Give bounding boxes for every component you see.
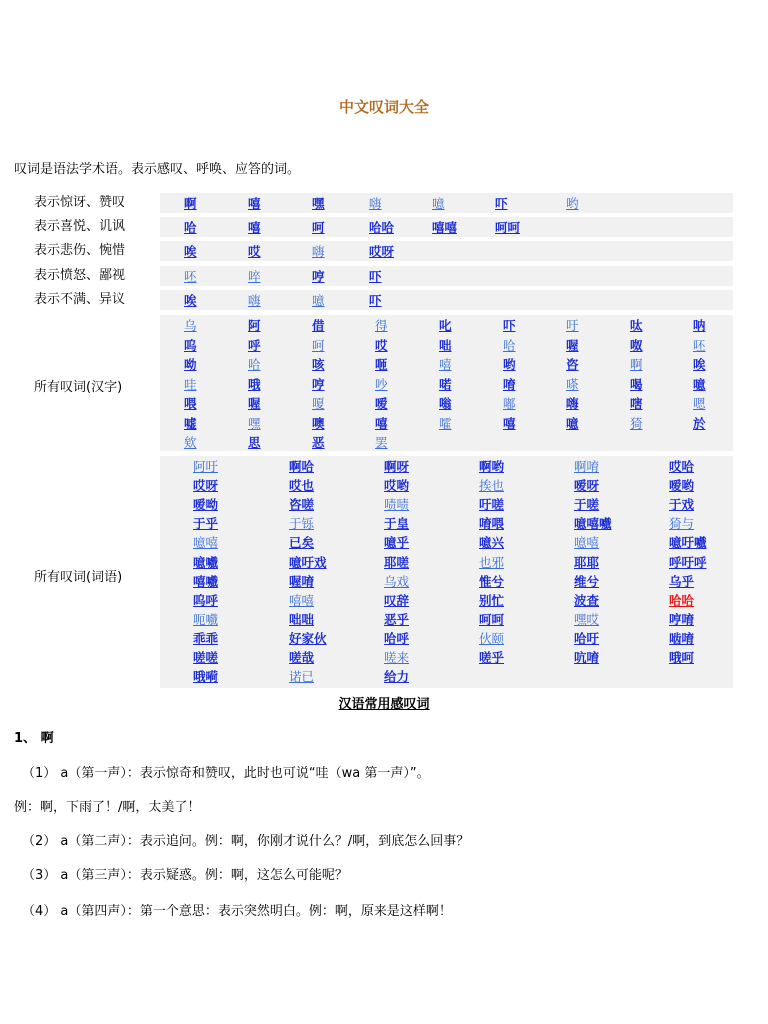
phrase-link[interactable]: 啊唷	[574, 459, 600, 474]
interjection-link[interactable]: 唉	[184, 293, 197, 308]
char-link[interactable]: 哎	[375, 337, 388, 353]
category-label: 表示愤怒、鄙视	[34, 268, 126, 283]
phrase-link[interactable]: 于皇	[384, 516, 410, 532]
char-link[interactable]: 罢	[375, 435, 388, 450]
phrase-link[interactable]: 哎哟	[384, 478, 410, 494]
phrase-link[interactable]: 惟兮	[479, 573, 505, 589]
phrase-link[interactable]: 噫嘻	[193, 535, 219, 551]
phrase-link[interactable]: 耶嗟	[384, 554, 410, 570]
phrase-link[interactable]: 呃嚱	[193, 611, 219, 627]
phrase-link[interactable]: 于嗟	[574, 497, 600, 513]
char-link[interactable]: 思	[248, 435, 261, 450]
char-link[interactable]: 嗳	[375, 396, 388, 411]
interjection-link[interactable]: 哎呀	[369, 244, 395, 259]
phrase-link[interactable]: 啮唷	[669, 630, 695, 646]
char-link[interactable]: 得	[375, 318, 388, 333]
phrase-link[interactable]: 伙颐	[479, 630, 505, 646]
table-caption: 汉语常用感叹词	[338, 697, 430, 712]
char-link[interactable]: 嘿	[248, 415, 261, 431]
char-link[interactable]: 嗏	[566, 376, 579, 392]
paragraph-3: （3） a（第三声）：表示疑惑。例：啊，这怎么可能呢？	[22, 868, 348, 883]
interjection-link[interactable]: 嗨	[312, 244, 325, 259]
interjection-link[interactable]: 嘻	[248, 196, 261, 211]
phrase-link[interactable]: 耶耶	[574, 554, 600, 570]
char-link[interactable]: 噢	[312, 415, 325, 431]
phrase-link[interactable]: 嘻嚱	[193, 573, 219, 589]
char-link[interactable]: 哇	[184, 376, 197, 392]
phrase-link[interactable]: 嗟哉	[289, 650, 315, 665]
phrase-link[interactable]: 啊呀	[384, 459, 410, 474]
phrase-link[interactable]: 吭唷	[574, 650, 600, 665]
char-link[interactable]: 恶	[312, 435, 325, 450]
phrase-link[interactable]: 咄咄	[289, 611, 315, 627]
char-link[interactable]: 喔	[566, 337, 579, 353]
char-link[interactable]: 噫	[693, 376, 706, 392]
example-line: 例：啊，下雨了！/啊，太美了！	[14, 800, 201, 815]
char-link[interactable]: 呸	[693, 337, 706, 353]
phrase-link[interactable]: 呜呼	[193, 592, 219, 608]
phrase-link[interactable]: 哈呼	[384, 630, 410, 646]
char-link[interactable]: 嘟	[503, 396, 516, 411]
char-link[interactable]: 呼	[248, 337, 261, 353]
char-link[interactable]: 乌	[184, 318, 197, 333]
phrase-link[interactable]: 哈吁	[574, 630, 600, 646]
phrase-link[interactable]: 恶乎	[384, 611, 410, 627]
char-link[interactable]: 唉	[693, 357, 706, 372]
phrase-link[interactable]: 乌乎	[669, 573, 695, 589]
intro-text: 叹词是语法学术语。表示感叹、呼唤、应答的词。	[14, 162, 301, 177]
interjection-link[interactable]: 啊	[184, 196, 197, 211]
phrase-link[interactable]: 猗与	[669, 516, 695, 532]
page-title: 中文叹词大全	[338, 98, 429, 116]
phrase-link[interactable]: 叹辞	[384, 592, 410, 608]
phrase-link[interactable]: 维兮	[574, 573, 600, 589]
category-label: 表示喜悦、讥讽	[34, 219, 126, 234]
char-link[interactable]: 啊	[630, 357, 643, 372]
phrase-link[interactable]: 嘻嘻	[289, 592, 315, 608]
interjection-link[interactable]: 哼	[312, 269, 325, 284]
interjection-link[interactable]: 唉	[184, 244, 197, 259]
interjection-link[interactable]: 哟	[566, 196, 579, 211]
interjection-link[interactable]: 呵	[312, 220, 325, 235]
category-label: 表示悲伤、惋惜	[34, 243, 126, 258]
char-link[interactable]: 吁	[566, 318, 579, 333]
char-link[interactable]: 哦	[248, 376, 261, 392]
char-link[interactable]: 呐	[693, 318, 706, 333]
phrase-link[interactable]: 噫嚱	[193, 554, 219, 570]
phrase-link[interactable]: 诺已	[289, 669, 315, 685]
phrase-link[interactable]: 嗳哟	[669, 478, 695, 494]
category-row	[160, 290, 733, 310]
interjection-link[interactable]: 嘻嘻	[432, 220, 458, 235]
char-link[interactable]: 嘻	[375, 415, 388, 431]
phrase-link[interactable]: 嗳呀	[574, 478, 600, 494]
phrase-link[interactable]: 阿吁	[193, 459, 219, 474]
char-link[interactable]: 欸	[184, 435, 197, 450]
char-link[interactable]: 哟	[503, 357, 516, 372]
char-link[interactable]: 叱	[439, 318, 452, 333]
interjection-link[interactable]: 啐	[248, 269, 261, 284]
char-link[interactable]: 吓	[503, 318, 516, 333]
phrase-link[interactable]: 给力	[384, 669, 410, 685]
interjection-link[interactable]: 哈哈	[369, 220, 395, 235]
char-link[interactable]: 嗄	[312, 396, 325, 411]
char-link[interactable]: 呶	[630, 337, 643, 353]
phrase-link[interactable]: 哈哈	[669, 592, 695, 608]
interjection-link[interactable]: 哎	[248, 244, 261, 259]
interjection-link[interactable]: 噫	[312, 293, 325, 308]
phrase-link[interactable]: 噫嘻嚱	[574, 516, 612, 532]
char-link[interactable]: 哼	[312, 376, 325, 392]
phrase-link[interactable]: 噫兴	[479, 535, 505, 551]
phrase-link[interactable]: 哎呀	[193, 478, 219, 494]
phrase-link[interactable]: 于戏	[669, 497, 695, 513]
char-link[interactable]: 呵	[312, 337, 325, 353]
phrase-link[interactable]: 喔唷	[289, 573, 315, 589]
char-link[interactable]: 嗯	[693, 396, 706, 411]
char-link[interactable]: 嗐	[630, 396, 643, 411]
char-link[interactable]: 咳	[312, 357, 325, 372]
phrase-link[interactable]: 啧啧	[384, 497, 410, 513]
phrase-link[interactable]: 哎也	[289, 478, 315, 494]
all-phrases-label: 所有叹词(词语)	[34, 570, 123, 585]
category-label: 表示惊讶、赞叹	[34, 195, 126, 210]
interjection-link[interactable]: 嘻	[248, 220, 261, 235]
phrase-link[interactable]: 嘿哎	[574, 611, 600, 627]
char-link[interactable]: 噫	[566, 415, 579, 431]
char-link[interactable]: 嘻	[439, 357, 452, 372]
phrase-link[interactable]: 波查	[574, 592, 600, 608]
all-chars-label: 所有叹词(汉字)	[34, 380, 123, 395]
phrase-link[interactable]: 唷喂	[479, 516, 505, 532]
char-link[interactable]: 喂	[184, 396, 197, 411]
char-link[interactable]: 嗡	[439, 396, 452, 411]
phrase-link[interactable]: 呼吁呼	[669, 554, 707, 570]
section-heading: 1、 啊	[14, 731, 54, 746]
paragraph-4: （4） a（第四声）：第一个意思：表示突然明白。例：啊，原来是这样啊！	[22, 904, 452, 919]
phrase-link[interactable]: 噫乎	[384, 535, 410, 551]
interjection-link[interactable]: 嗨	[248, 293, 261, 308]
char-link[interactable]: 嘻	[503, 415, 516, 431]
phrase-link[interactable]: 乖乖	[193, 630, 219, 646]
paragraph-2: （2） a（第二声）：表示追问。例：啊，你刚才说什么？/啊，到底怎么回事？	[22, 834, 470, 849]
phrase-link[interactable]: 乌戏	[384, 573, 410, 589]
phrase-link[interactable]: 别忙	[479, 592, 505, 608]
phrase-link[interactable]: 哎哈	[669, 459, 695, 474]
char-link[interactable]: 哈	[248, 357, 261, 372]
char-link[interactable]: 唷	[503, 376, 516, 392]
category-row	[160, 266, 733, 286]
interjection-link[interactable]: 嘿	[312, 196, 325, 211]
char-link[interactable]: 借	[312, 318, 325, 333]
phrase-link[interactable]: 噫吁嚱	[669, 535, 707, 551]
phrase-link[interactable]: 于铄	[289, 516, 315, 532]
phrase-link[interactable]: 嗟来	[384, 650, 410, 665]
phrase-link[interactable]: 呵呵	[479, 611, 505, 627]
phrase-link[interactable]: 啊哈	[289, 459, 315, 474]
category-label: 表示不满、异议	[34, 292, 126, 307]
char-link[interactable]: 呜	[184, 337, 197, 353]
phrase-link[interactable]: 已矣	[289, 535, 315, 551]
char-link[interactable]: 嗨	[566, 396, 579, 411]
char-link[interactable]: 哈	[503, 337, 516, 353]
char-link[interactable]: 猗	[630, 415, 643, 431]
phrase-link[interactable]: 嗟乎	[479, 650, 505, 665]
phrase-link[interactable]: 噫吁戏	[289, 554, 327, 570]
paragraph-1: （1） a（第一声）：表示惊奇和赞叹，此时也可说“哇（wa 第一声）”。	[22, 766, 430, 781]
category-row	[160, 193, 733, 213]
char-link[interactable]: 喔	[248, 396, 261, 411]
phrase-link[interactable]: 哼唷	[669, 611, 695, 627]
phrase-link[interactable]: 哦嗬	[193, 669, 219, 685]
char-link[interactable]: 咄	[439, 337, 452, 353]
interjection-link[interactable]: 噫	[432, 196, 445, 211]
char-link[interactable]: 喝	[630, 376, 643, 392]
char-link[interactable]: 呦	[184, 357, 197, 372]
all-phrases-block	[160, 456, 733, 688]
char-link[interactable]: 於	[693, 415, 706, 431]
interjection-link[interactable]: 吓	[369, 293, 382, 308]
char-link[interactable]: 吵	[375, 376, 388, 392]
phrase-link[interactable]: 嗳呦	[193, 497, 219, 513]
interjection-link[interactable]: 呸	[184, 269, 197, 284]
char-link[interactable]: 阿	[248, 318, 261, 333]
char-link[interactable]: 嘘	[184, 415, 197, 431]
phrase-link[interactable]: 挨也	[479, 478, 505, 494]
interjection-link[interactable]: 嗨	[369, 196, 382, 211]
phrase-link[interactable]: 啊哟	[479, 459, 505, 474]
interjection-link[interactable]: 哈	[184, 220, 197, 235]
char-link[interactable]: 咨	[566, 357, 579, 372]
phrase-link[interactable]: 于乎	[193, 516, 219, 532]
char-link[interactable]: 喏	[439, 376, 452, 392]
phrase-link[interactable]: 嗟嗟	[193, 650, 219, 665]
category-row	[160, 241, 733, 261]
char-link[interactable]: 咂	[375, 357, 388, 372]
phrase-link[interactable]: 也邪	[479, 554, 505, 570]
phrase-link[interactable]: 哦呵	[669, 650, 695, 665]
interjection-link[interactable]: 呵呵	[495, 220, 521, 235]
phrase-link[interactable]: 噫嘻	[574, 535, 600, 551]
interjection-link[interactable]: 吓	[369, 269, 382, 284]
char-link[interactable]: 嚯	[439, 415, 452, 431]
phrase-link[interactable]: 吁嗟	[479, 497, 505, 513]
phrase-link[interactable]: 咨嗟	[289, 497, 315, 513]
char-link[interactable]: 呔	[630, 318, 643, 333]
phrase-link[interactable]: 好家伙	[289, 630, 327, 646]
interjection-link[interactable]: 吓	[495, 196, 508, 211]
